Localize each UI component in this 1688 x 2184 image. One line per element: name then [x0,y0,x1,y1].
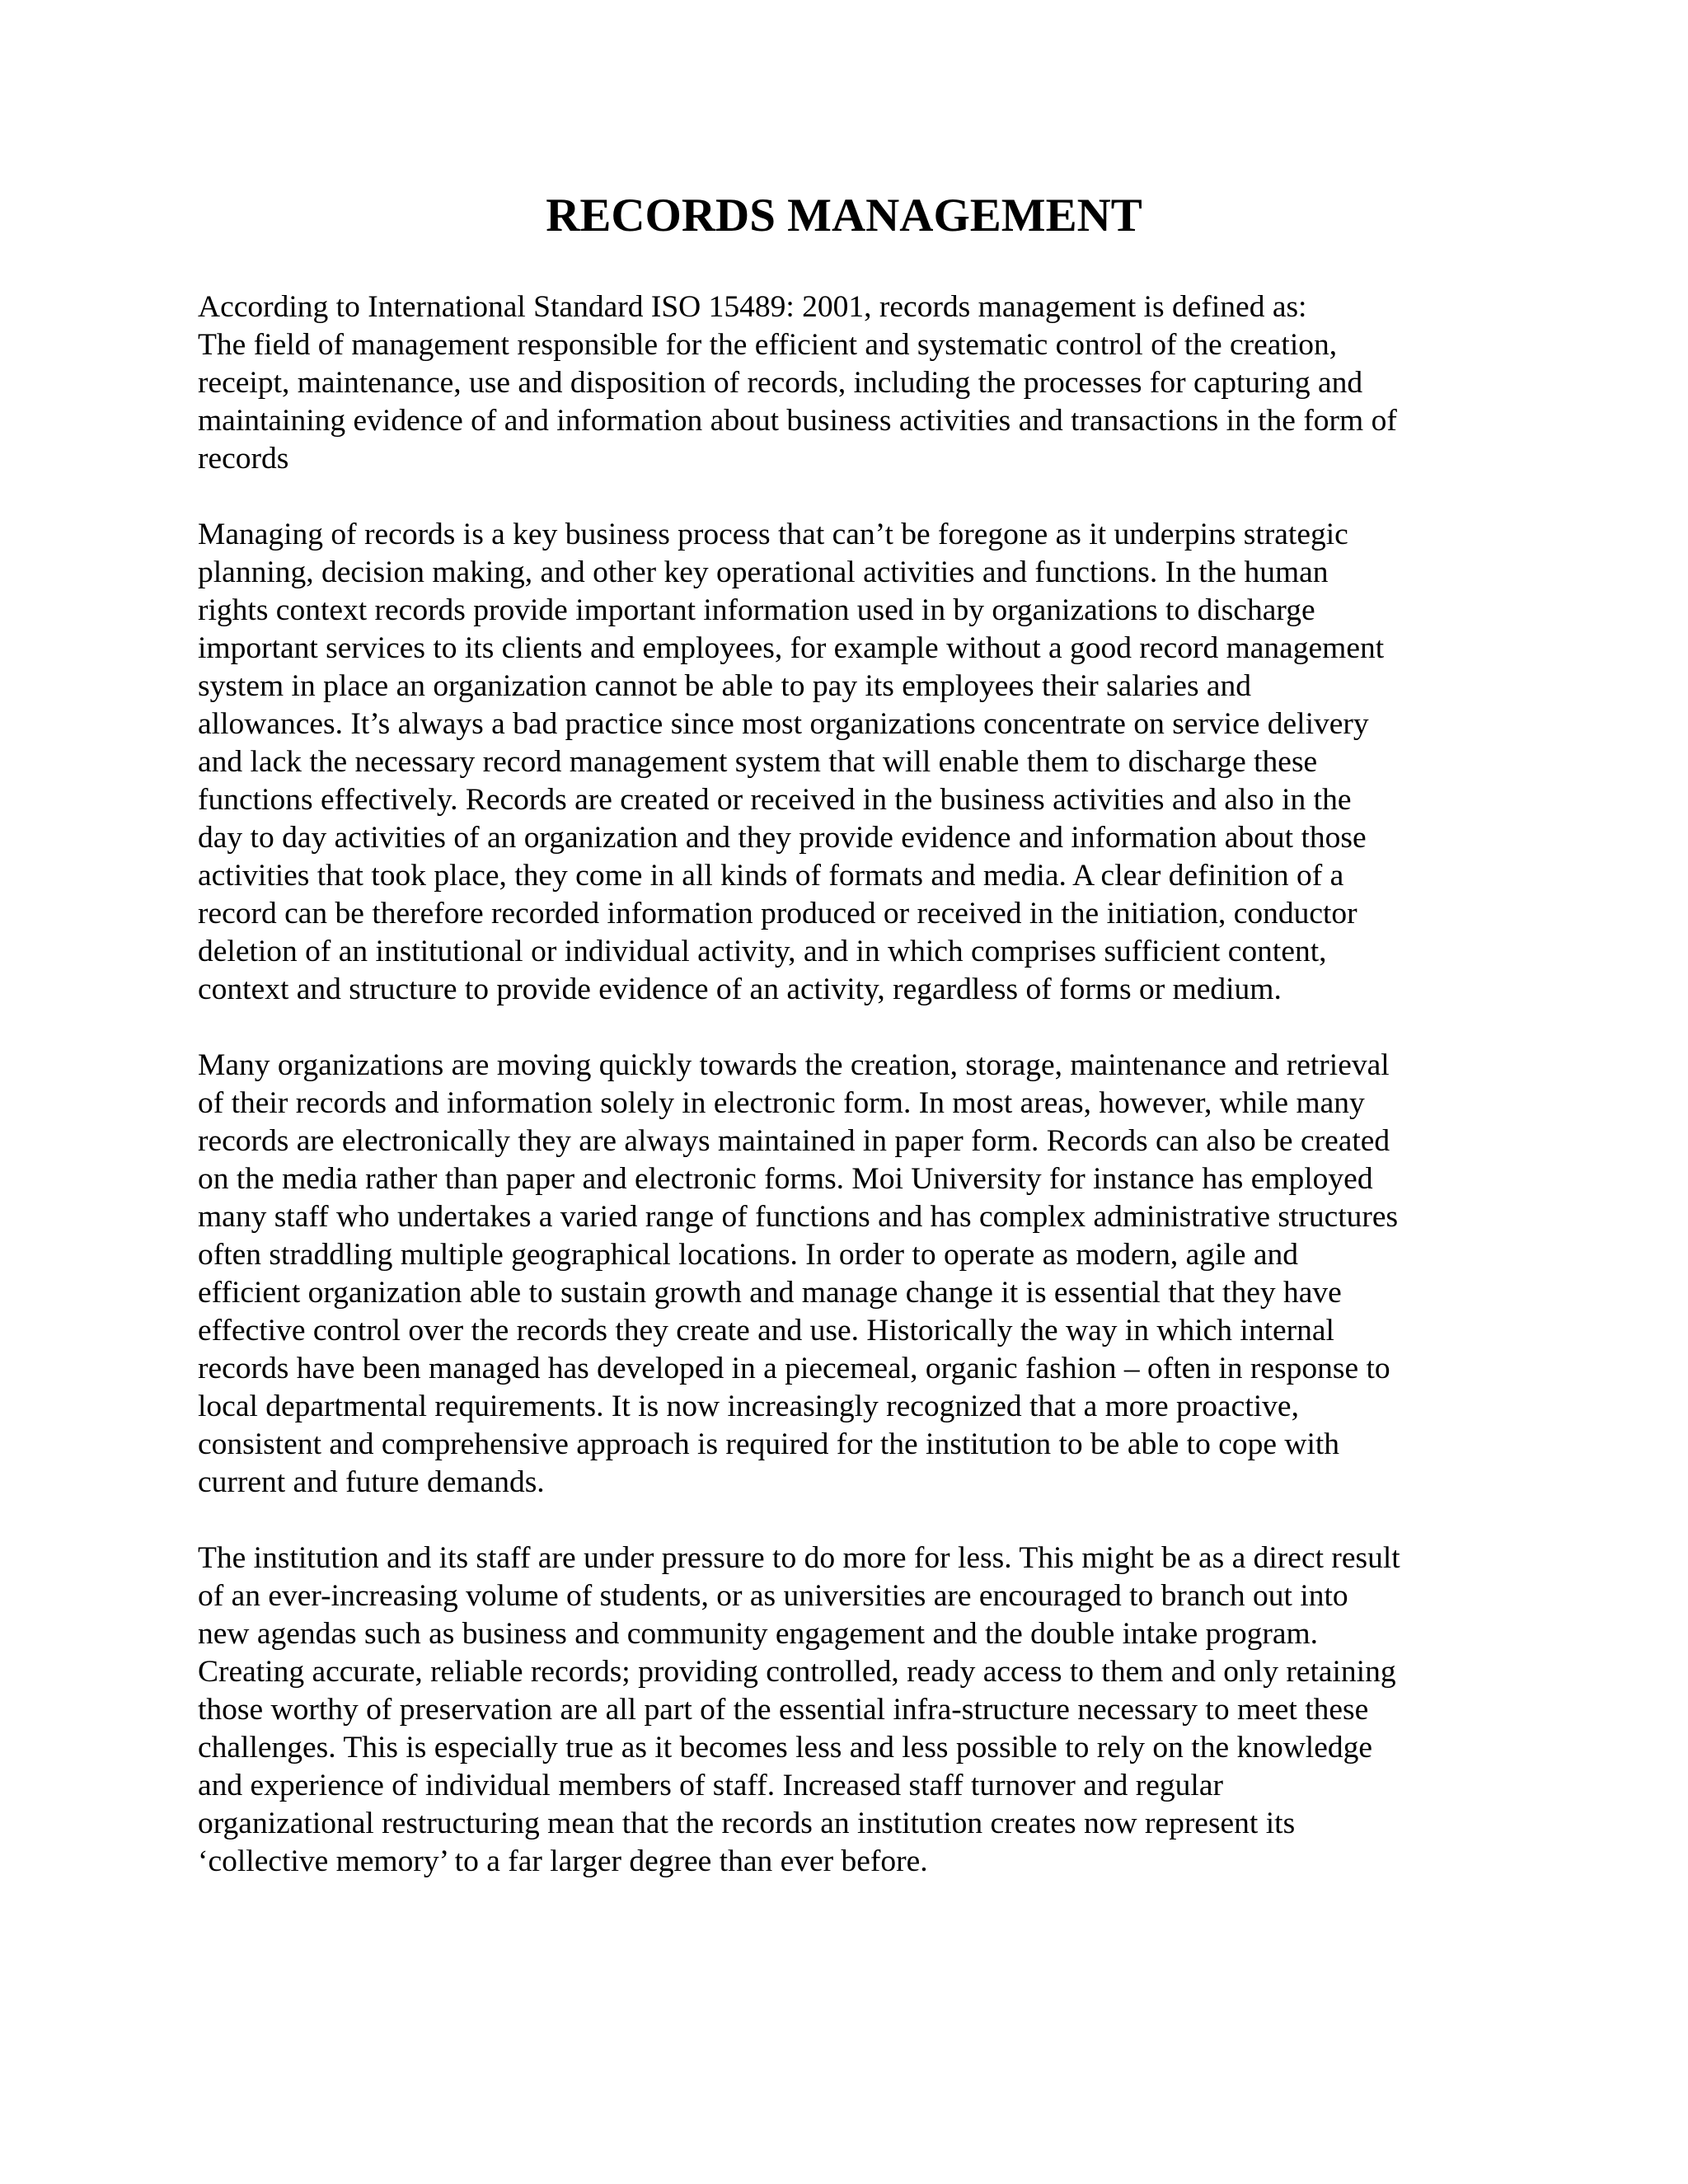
text-line: day to day activities of an organization and they provide evidence and information about those [198,821,1367,855]
text-line: deletion of an institutional or individual activity, and in which comprises sufficient content, [198,935,1327,968]
paragraph-importance [198,516,1492,1009]
text-line: and lack the necessary record management system that will enable them to discharge these [198,745,1318,779]
text-line: According to International Standard ISO 15489: 2001, records management is defined as: [198,290,1307,324]
text-line: planning, decision making, and other key operational activities and functions. In the human [198,555,1329,589]
text-line: effective control over the records they create and use. Historically the way in which internal [198,1314,1334,1347]
text-line: The field of management responsible for the efficient and systematic control of the creation, [198,328,1338,362]
text-line: current and future demands. [198,1465,545,1499]
text-line: receipt, maintenance, use and disposition of records, including the processes for capturing and [198,366,1363,400]
text-line: new agendas such as business and community engagement and the double intake program. [198,1617,1319,1651]
text-line: activities that took place, they come in all kinds of formats and media. A clear definition of a [198,859,1344,893]
text-line: functions effectively. Records are created or received in the business activities and also in the [198,783,1352,817]
text-line: of an ever-increasing volume of students, or as universities are encouraged to branch out into [198,1579,1348,1613]
text-line: context and structure to provide evidence of an activity, regardless of forms or medium. [198,972,1282,1006]
text-line: rights context records provide important information used in by organizations to discharge [198,593,1315,627]
text-line: consistent and comprehensive approach is required for the institution to be able to cope with [198,1427,1340,1461]
text-line: important services to its clients and employees, for example without a good record management [198,631,1385,665]
text-line: record can be therefore recorded information produced or received in the initiation, conductor [198,897,1357,930]
text-line: and experience of individual members of staff. Increased staff turnover and regular [198,1769,1223,1802]
text-line: records are electronically they are always maintained in paper form. Records can also be created [198,1124,1390,1158]
text-line: organizational restructuring mean that the records an institution creates now represent its [198,1807,1296,1840]
text-line: records [198,442,289,476]
page-title: RECORDS MANAGEMENT [546,190,1142,241]
text-line: Managing of records is a key business process that can’t be foregone as it underpins strategic [198,518,1348,551]
text-line: maintaining evidence of and information about business activities and transactions in the form of [198,404,1397,438]
text-line: on the media rather than paper and electronic forms. Moi University for instance has employed [198,1162,1373,1196]
text-line: of their records and information solely in electronic form. In most areas, however, while many [198,1086,1365,1120]
paragraph-institution-pressure [198,1540,1492,1881]
paragraph-definition [198,288,1492,478]
text-line: system in place an organization cannot be able to pay its employees their salaries and [198,669,1252,703]
paragraph-electronic-records [198,1047,1492,1502]
text-line: local departmental requirements. It is now increasingly recognized that a more proactive, [198,1390,1299,1423]
text-line: Many organizations are moving quickly towards the creation, storage, maintenance and retrieval [198,1048,1390,1082]
text-line: often straddling multiple geographical locations. In order to operate as modern, agile and [198,1238,1298,1272]
text-line: ‘collective memory’ to a far larger degree than ever before. [198,1844,928,1878]
text-line: many staff who undertakes a varied range of functions and has complex administrative structures [198,1200,1399,1234]
text-line: efficient organization able to sustain growth and manage change it is essential that they have [198,1276,1342,1310]
text-line: Creating accurate, reliable records; providing controlled, ready access to them and only retaining [198,1655,1396,1689]
text-line: challenges. This is especially true as it becomes less and less possible to rely on the knowledge [198,1731,1373,1765]
text-line: records have been managed has developed in a piecemeal, organic fashion – often in response to [198,1352,1390,1385]
text-line: The institution and its staff are under pressure to do more for less. This might be as a direct result [198,1541,1400,1575]
document-body [198,288,1492,1881]
text-line: those worthy of preservation are all part of the essential infra-structure necessary to meet these [198,1693,1369,1727]
text-line: allowances. It’s always a bad practice since most organizations concentrate on service delivery [198,707,1369,741]
